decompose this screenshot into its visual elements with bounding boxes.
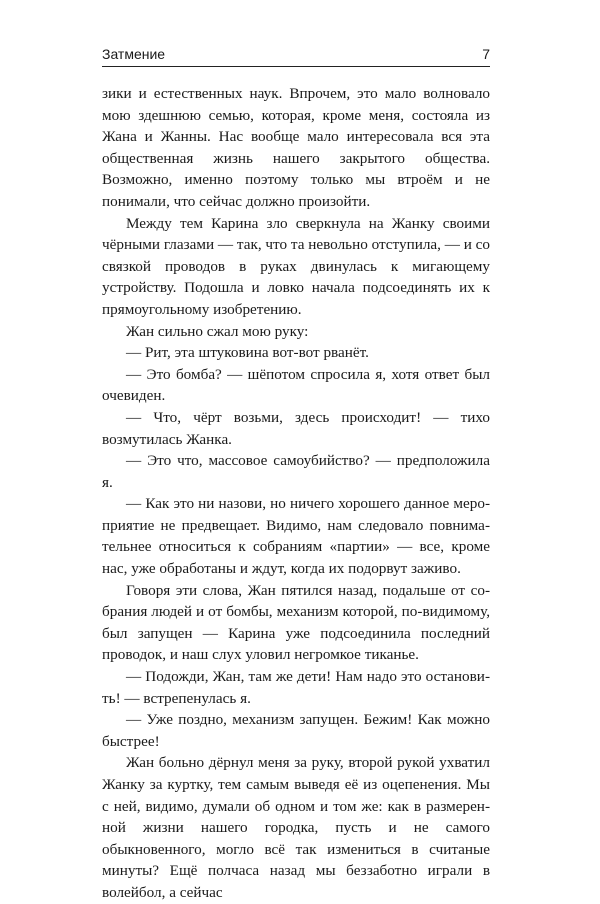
paragraph: Говоря эти слова, Жан пятился назад, подальше от собрания людей и от бомбы, механизм которой, по-видимому, был запущен — Карина уже подсоединила последний проводок, и наш слух уловил негромкое тиканье. <box>102 581 490 664</box>
paragraph: Жан больно дёрнул меня за руку, второй рукой ухватил Жанку за куртку, тем самым выведя её из оцепенения. Мы с ней, видимо, думали об одном и том же: как в размеренной жизни нашего городка, пусть и не самого обыкновенного, могло всё так измениться в считаные минуты? Ещё полчаса назад мы беззаботно играли в волейбол, а сейчас <box>102 754 490 901</box>
running-header <box>102 44 490 67</box>
dialogue-line: — Рит, эта штуковина вот-вот рванёт. <box>126 344 369 362</box>
paragraph: Жан сильно сжал мою руку: <box>126 322 309 340</box>
chapter-title: Затмение <box>102 46 166 62</box>
dialogue-line: — Уже поздно, механизм запущен. Бежим! Как можно быстрее! <box>102 711 490 750</box>
dialogue-line: — Что, чёрт возьми, здесь происходит! — тихо возмутилась Жанка. <box>102 408 490 448</box>
dialogue-line: — Это что, массовое самоубийство? — предположила я. <box>102 452 490 491</box>
paragraph-continued: зики и естественных наук. Впрочем, это мало волновало мою здешнюю семью, которая, кроме меня, состояла из Жана и Жанны. Нас вообще мало интересовала вся эта общественная жизнь нашего закрытого общества. Возможно, именно поэтому только мы втроём и не понимали, что сейчас должно произойти. <box>102 85 490 210</box>
dialogue-line: — Как это ни назови, но ничего хорошего данное мероприятие не предвещает. Видимо, нам следовало повнимательнее относиться к собраниям «партии» — все, кроме нас, уже обработаны и ждут, когда их подорвут заживо. <box>102 495 490 578</box>
text-body <box>102 83 490 904</box>
dialogue-line: — Это бомба? — шёпотом спросила я, хотя ответ был очевиден. <box>102 365 490 405</box>
page-number: 7 <box>482 46 490 62</box>
dialogue-line: — Подожди, Жан, там же дети! Нам надо это остановить! — встрепенулась я. <box>102 668 490 707</box>
paragraph: Между тем Карина зло сверкнула на Жанку своими чёрными глазами — так, что та невольно отступила, — и со связкой проводов в руках двинулась к мигающему устройству. Подошла и ловко начала подсоединять их к прямоугольному изобретению. <box>102 214 490 318</box>
